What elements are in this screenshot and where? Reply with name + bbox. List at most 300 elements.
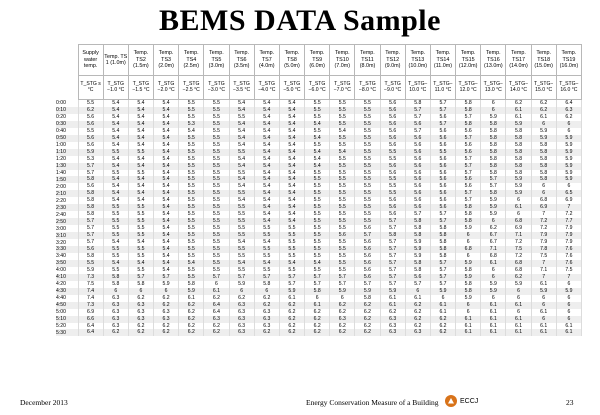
table-cell: 5.5 (305, 211, 330, 218)
table-row (56, 176, 582, 183)
table-cell: 7.9 (531, 239, 556, 246)
table-cell: 5.6 (405, 190, 430, 197)
table-cell: 5.5 (103, 253, 128, 260)
table-cell: 5.6 (380, 121, 405, 128)
table-cell: 6.2 (279, 316, 304, 323)
table-row (56, 121, 582, 128)
table-cell: 5.5 (305, 107, 330, 114)
table-cell: 5.8 (430, 225, 455, 232)
table-cell: 5.5 (179, 274, 204, 281)
table-cell: 5.8 (456, 267, 481, 274)
table-cell: 6.3 (154, 316, 179, 323)
table-cell: 5.5 (229, 114, 254, 121)
table-cell: 5.7 (430, 260, 455, 267)
table-cell: 6.8 (506, 267, 531, 274)
table-cell: 5.4 (154, 204, 179, 211)
table-cell: 6.1 (481, 260, 506, 267)
table-cell: 5.5 (179, 156, 204, 163)
table-cell: 5.5 (305, 197, 330, 204)
table-cell: 5.5 (305, 128, 330, 135)
table-cell: 5.6 (78, 135, 103, 142)
table-cell: 5.6 (405, 135, 430, 142)
table-cell: 5.4 (229, 100, 254, 107)
unit-label: T_STG −2.0 °C (154, 76, 179, 100)
table-cell: 5.6 (405, 197, 430, 204)
table-cell: 6.3 (380, 323, 405, 330)
table-cell: 6 (481, 107, 506, 114)
table-cell: 6.2 (154, 295, 179, 302)
row-time: 1:40 (56, 170, 78, 177)
table-cell: 5.9 (179, 288, 204, 295)
bems-data-table (56, 44, 582, 384)
table-cell: 5.4 (103, 121, 128, 128)
table-cell: 5.5 (305, 142, 330, 149)
table-cell: 5.6 (430, 183, 455, 190)
table-cell: 7.4 (78, 288, 103, 295)
row-time: 5:00 (56, 309, 78, 316)
unit-label: T_STG− 12.0 °C (456, 76, 481, 100)
column-header: Temp. TS5 (3.0m) (204, 45, 229, 76)
row-time: 3:40 (56, 253, 78, 260)
table-cell: 5.9 (481, 197, 506, 204)
row-time: 0:30 (56, 121, 78, 128)
table-cell: 7.5 (78, 281, 103, 288)
table-cell: 5.5 (380, 156, 405, 163)
table-cell: 5.4 (254, 149, 279, 156)
table-cell: 5.4 (128, 100, 153, 107)
table-cell: 6.1 (506, 114, 531, 121)
table-cell: 5.9 (405, 239, 430, 246)
table-row (56, 295, 582, 302)
table-cell: 6.2 (254, 329, 279, 336)
table-cell: 5.7 (380, 274, 405, 281)
table-cell: 7.2 (506, 253, 531, 260)
table-cell: 5.8 (481, 190, 506, 197)
unit-label: T_STG −9.0 °C (380, 76, 405, 100)
table-cell: 6 (506, 295, 531, 302)
table-cell: 5.4 (229, 197, 254, 204)
table-cell: 5.8 (481, 163, 506, 170)
table-cell: 6 (204, 281, 229, 288)
table-cell: 5.5 (330, 156, 355, 163)
table-cell: 5.9 (405, 253, 430, 260)
table-row (56, 288, 582, 295)
table-row (56, 156, 582, 163)
table-cell: 5.4 (128, 114, 153, 121)
table-cell: 6.1 (481, 323, 506, 330)
table-cell: 6.3 (229, 316, 254, 323)
table-cell: 6 (556, 121, 581, 128)
table-cell: 5.5 (103, 149, 128, 156)
table-cell: 5.4 (128, 156, 153, 163)
table-cell: 6 (229, 288, 254, 295)
table-row (56, 163, 582, 170)
table-cell: 5.4 (128, 142, 153, 149)
table-cell: 6.1 (531, 323, 556, 330)
table-cell: 6 (481, 274, 506, 281)
table-cell: 5.5 (229, 204, 254, 211)
table-row (56, 218, 582, 225)
table-cell: 6 (531, 183, 556, 190)
table-cell: 5.4 (254, 163, 279, 170)
table-cell: 5.5 (204, 121, 229, 128)
table-cell: 5.6 (355, 225, 380, 232)
footer-title: Energy Conservation Measure of a Building (306, 398, 439, 407)
table-cell: 5.4 (128, 190, 153, 197)
table-cell: 6.3 (103, 302, 128, 309)
table-cell: 5.4 (154, 121, 179, 128)
table-cell: 5.5 (355, 163, 380, 170)
column-header: Temp. TS14 (11.0m) (430, 45, 455, 76)
table-cell: 5.4 (254, 211, 279, 218)
table-cell: 5.8 (128, 281, 153, 288)
table-cell: 5.4 (154, 260, 179, 267)
table-cell: 5.8 (481, 156, 506, 163)
table-cell: 6.2 (154, 302, 179, 309)
table-cell: 5.9 (531, 288, 556, 295)
table-row (56, 267, 582, 274)
table-cell: 5.5 (355, 218, 380, 225)
table-cell: 5.7 (481, 183, 506, 190)
table-cell: 5.6 (355, 239, 380, 246)
table-cell: 5.4 (154, 142, 179, 149)
table-cell: 5.5 (204, 170, 229, 177)
table-cell: 5.9 (380, 288, 405, 295)
table-cell: 5.4 (229, 135, 254, 142)
table-cell: 5.7 (380, 218, 405, 225)
table-cell: 6.2 (355, 302, 380, 309)
table-cell: 6.1 (305, 302, 330, 309)
table-cell: 5.5 (229, 253, 254, 260)
table-cell: 6.2 (380, 309, 405, 316)
table-cell: 6 (481, 100, 506, 107)
table-row (56, 170, 582, 177)
row-time: 0:20 (56, 114, 78, 121)
table-cell: 5.6 (380, 135, 405, 142)
table-cell: 5.6 (78, 142, 103, 149)
table-cell: 5.5 (330, 190, 355, 197)
table-cell: 5.5 (330, 121, 355, 128)
table-cell: 5.4 (330, 149, 355, 156)
table-cell: 5.9 (330, 288, 355, 295)
table-cell: 5.5 (355, 176, 380, 183)
table-cell: 6.2 (355, 309, 380, 316)
column-header: Temp. TS9 (6.0m) (305, 45, 330, 76)
table-cell: 5.6 (405, 183, 430, 190)
table-cell: 5.7 (456, 170, 481, 177)
table-cell: 5.9 (481, 211, 506, 218)
table-cell: 5.5 (330, 135, 355, 142)
table-cell: 6 (405, 288, 430, 295)
table-cell: 5.7 (78, 225, 103, 232)
table-cell: 5.6 (380, 142, 405, 149)
table-row (56, 274, 582, 281)
table-cell: 5.4 (154, 114, 179, 121)
table-cell: 5.4 (229, 121, 254, 128)
table-cell: 6.2 (179, 302, 204, 309)
table-cell: 5.4 (103, 176, 128, 183)
table-cell: 5.9 (531, 135, 556, 142)
table-cell: 6.1 (179, 295, 204, 302)
table-cell: 5.5 (330, 107, 355, 114)
table-cell: 5.9 (556, 163, 581, 170)
table-cell: 5.6 (380, 107, 405, 114)
table-cell: 5.4 (254, 128, 279, 135)
table-cell: 5.5 (179, 197, 204, 204)
table-cell: 5.5 (204, 246, 229, 253)
table-row (56, 128, 582, 135)
table-cell: 5.4 (305, 121, 330, 128)
table-cell: 5.9 (556, 135, 581, 142)
row-time: 1:10 (56, 149, 78, 156)
table-cell: 5.7 (405, 128, 430, 135)
row-time: 4:20 (56, 281, 78, 288)
table-cell: 6.1 (506, 107, 531, 114)
table-cell: 5.4 (154, 107, 179, 114)
table-cell: 6.3 (103, 295, 128, 302)
table-cell: 5.8 (405, 267, 430, 274)
table-cell: 7.2 (556, 211, 581, 218)
table-cell: 5.5 (355, 190, 380, 197)
row-time: 0:00 (56, 100, 78, 107)
table-cell: 5.4 (279, 211, 304, 218)
table-cell: 6.8 (506, 218, 531, 225)
table-cell: 6.3 (380, 329, 405, 336)
table-cell: 5.5 (229, 149, 254, 156)
table-cell: 6 (531, 121, 556, 128)
table-cell: 6.7 (481, 239, 506, 246)
table-cell: 5.4 (154, 239, 179, 246)
table-cell: 5.5 (305, 204, 330, 211)
column-header: Temp. TS16 (13.0m) (481, 45, 506, 76)
table-cell: 6.2 (355, 329, 380, 336)
table-cell: 5.7 (430, 218, 455, 225)
table-cell: 5.5 (305, 218, 330, 225)
unit-label: T_STG −5.0 °C (279, 76, 304, 100)
table-cell: 5.5 (355, 149, 380, 156)
table-cell: 5.5 (254, 267, 279, 274)
table-cell: 5.5 (204, 232, 229, 239)
table-cell: 5.5 (204, 190, 229, 197)
table-cell: 6.3 (330, 316, 355, 323)
table-cell: 5.4 (279, 107, 304, 114)
table-cell: 6.3 (556, 107, 581, 114)
table-cell: 5.5 (204, 163, 229, 170)
table-cell: 5.8 (78, 253, 103, 260)
table-cell: 5.9 (456, 260, 481, 267)
table-cell: 6.2 (430, 323, 455, 330)
table-row (56, 142, 582, 149)
table-cell: 5.5 (103, 232, 128, 239)
table-cell: 5.5 (78, 128, 103, 135)
table-cell: 6.9 (556, 197, 581, 204)
table-cell: 6.3 (128, 316, 153, 323)
table-cell: 5.4 (154, 267, 179, 274)
table-cell: 5.5 (128, 211, 153, 218)
table-cell: 5.5 (128, 232, 153, 239)
table-cell: 5.7 (430, 267, 455, 274)
table-cell: 5.4 (279, 128, 304, 135)
table-cell: 5.5 (330, 253, 355, 260)
table-cell: 5.4 (154, 128, 179, 135)
table-cell: 5.4 (229, 128, 254, 135)
table-cell: 5.4 (254, 100, 279, 107)
table-cell: 5.4 (305, 163, 330, 170)
table-cell: 5.5 (305, 190, 330, 197)
corner-cell (56, 45, 78, 76)
table-cell: 5.4 (128, 128, 153, 135)
table-cell: 6.4 (78, 323, 103, 330)
table-cell: 6.2 (481, 225, 506, 232)
table-cell: 6.2 (430, 316, 455, 323)
table-cell: 6 (481, 218, 506, 225)
table-cell: 5.5 (305, 246, 330, 253)
table-cell: 5.9 (355, 288, 380, 295)
table-cell: 5.4 (154, 163, 179, 170)
table-cell: 5.6 (430, 156, 455, 163)
table-cell: 6.2 (179, 309, 204, 316)
table-cell: 6 (254, 288, 279, 295)
table-cell: 5.6 (380, 100, 405, 107)
table-cell: 5.5 (355, 128, 380, 135)
row-time: 4:00 (56, 267, 78, 274)
unit-label: T_STG− 13.0 °C (481, 76, 506, 100)
table-cell: 6.5 (556, 190, 581, 197)
table-cell: 5.8 (531, 163, 556, 170)
table-cell: 6.2 (305, 329, 330, 336)
table-cell: 6.1 (481, 329, 506, 336)
table-cell: 5.4 (229, 183, 254, 190)
table-cell: 5.5 (204, 183, 229, 190)
table-cell: 5.4 (154, 170, 179, 177)
table-cell: 6.3 (405, 329, 430, 336)
table-cell: 5.5 (330, 225, 355, 232)
table-cell: 5.6 (405, 156, 430, 163)
table-cell: 5.8 (405, 100, 430, 107)
row-time: 3:00 (56, 225, 78, 232)
table-cell: 6.1 (481, 309, 506, 316)
table-cell: 5.8 (355, 295, 380, 302)
table-cell: 5.5 (204, 176, 229, 183)
table-cell: 5.5 (103, 204, 128, 211)
row-time: 2:10 (56, 190, 78, 197)
table-cell: 5.6 (430, 170, 455, 177)
table-cell: 5.4 (103, 239, 128, 246)
table-cell: 5.5 (204, 225, 229, 232)
unit-label: T_STG −3.5 °C (229, 76, 254, 100)
table-cell: 5.4 (279, 197, 304, 204)
table-cell: 5.5 (204, 100, 229, 107)
table-cell: 5.6 (355, 253, 380, 260)
table-cell: 6 (128, 288, 153, 295)
table-cell: 5.5 (179, 204, 204, 211)
table-cell: 5.6 (456, 183, 481, 190)
table-cell: 6.2 (430, 329, 455, 336)
table-cell: 5.5 (78, 100, 103, 107)
table-cell: 5.8 (531, 149, 556, 156)
table-cell: 5.4 (279, 170, 304, 177)
table-cell: 6.3 (204, 316, 229, 323)
table-cell: 6 (531, 190, 556, 197)
unit-label: T_STG −4.0 °C (254, 76, 279, 100)
table-cell: 6 (531, 302, 556, 309)
table-cell: 5.6 (456, 149, 481, 156)
table-cell: 5.5 (204, 142, 229, 149)
table-cell: 6.1 (279, 295, 304, 302)
table-cell: 7.6 (556, 246, 581, 253)
table-cell: 5.5 (179, 176, 204, 183)
table-cell: 6.3 (128, 309, 153, 316)
unit-label: T_STG− 15.0 °C (531, 76, 556, 100)
table-cell: 6.2 (556, 114, 581, 121)
table-cell: 5.9 (430, 288, 455, 295)
table-cell: 6.2 (179, 329, 204, 336)
table-cell: 5.9 (506, 281, 531, 288)
table-cell: 5.4 (128, 183, 153, 190)
table-row (56, 225, 582, 232)
column-header: Temp. TS17 (14.0m) (506, 45, 531, 76)
table-cell: 6.9 (78, 309, 103, 316)
eccj-logo-icon (445, 395, 457, 407)
table-cell: 5.9 (279, 288, 304, 295)
table-row (56, 281, 582, 288)
table-cell: 5.5 (179, 170, 204, 177)
table-cell: 6 (506, 211, 531, 218)
table-cell: 5.5 (305, 239, 330, 246)
table-cell: 5.6 (330, 232, 355, 239)
table-cell: 5.6 (405, 163, 430, 170)
table-cell: 5.4 (254, 190, 279, 197)
table-cell: 5.5 (254, 225, 279, 232)
table-cell: 5.7 (305, 274, 330, 281)
table-cell: 5.6 (405, 204, 430, 211)
table-cell: 5.4 (128, 163, 153, 170)
table-cell: 5.4 (254, 121, 279, 128)
table-cell: 5.4 (254, 204, 279, 211)
table-cell: 5.5 (179, 225, 204, 232)
table-cell: 5.8 (78, 176, 103, 183)
table-cell: 6.1 (204, 288, 229, 295)
table-cell: 5.4 (128, 176, 153, 183)
row-time: 1:30 (56, 163, 78, 170)
table-cell: 6.6 (78, 316, 103, 323)
table-cell: 6.2 (128, 295, 153, 302)
table-cell: 6.1 (380, 295, 405, 302)
table-cell: 5.8 (506, 149, 531, 156)
table-cell: 5.5 (179, 142, 204, 149)
table-cell: 5.4 (305, 135, 330, 142)
table-cell: 5.5 (229, 232, 254, 239)
table-cell: 7.4 (78, 295, 103, 302)
table-cell: 5.7 (254, 274, 279, 281)
table-row (56, 232, 582, 239)
table-cell: 5.5 (355, 100, 380, 107)
table-cell: 5.5 (279, 267, 304, 274)
table-cell: 6.2 (279, 309, 304, 316)
table-cell: 5.5 (179, 163, 204, 170)
table-cell: 6.2 (330, 323, 355, 330)
table-cell: 5.5 (204, 267, 229, 274)
table-cell: 5.5 (430, 149, 455, 156)
table-cell: 6 (556, 295, 581, 302)
table-cell: 5.5 (380, 183, 405, 190)
table-cell: 5.5 (229, 225, 254, 232)
table-cell: 5.9 (456, 295, 481, 302)
table-cell: 5.9 (481, 281, 506, 288)
table-cell: 7.1 (506, 232, 531, 239)
table-cell: 5.7 (430, 274, 455, 281)
table-cell: 7.8 (531, 246, 556, 253)
